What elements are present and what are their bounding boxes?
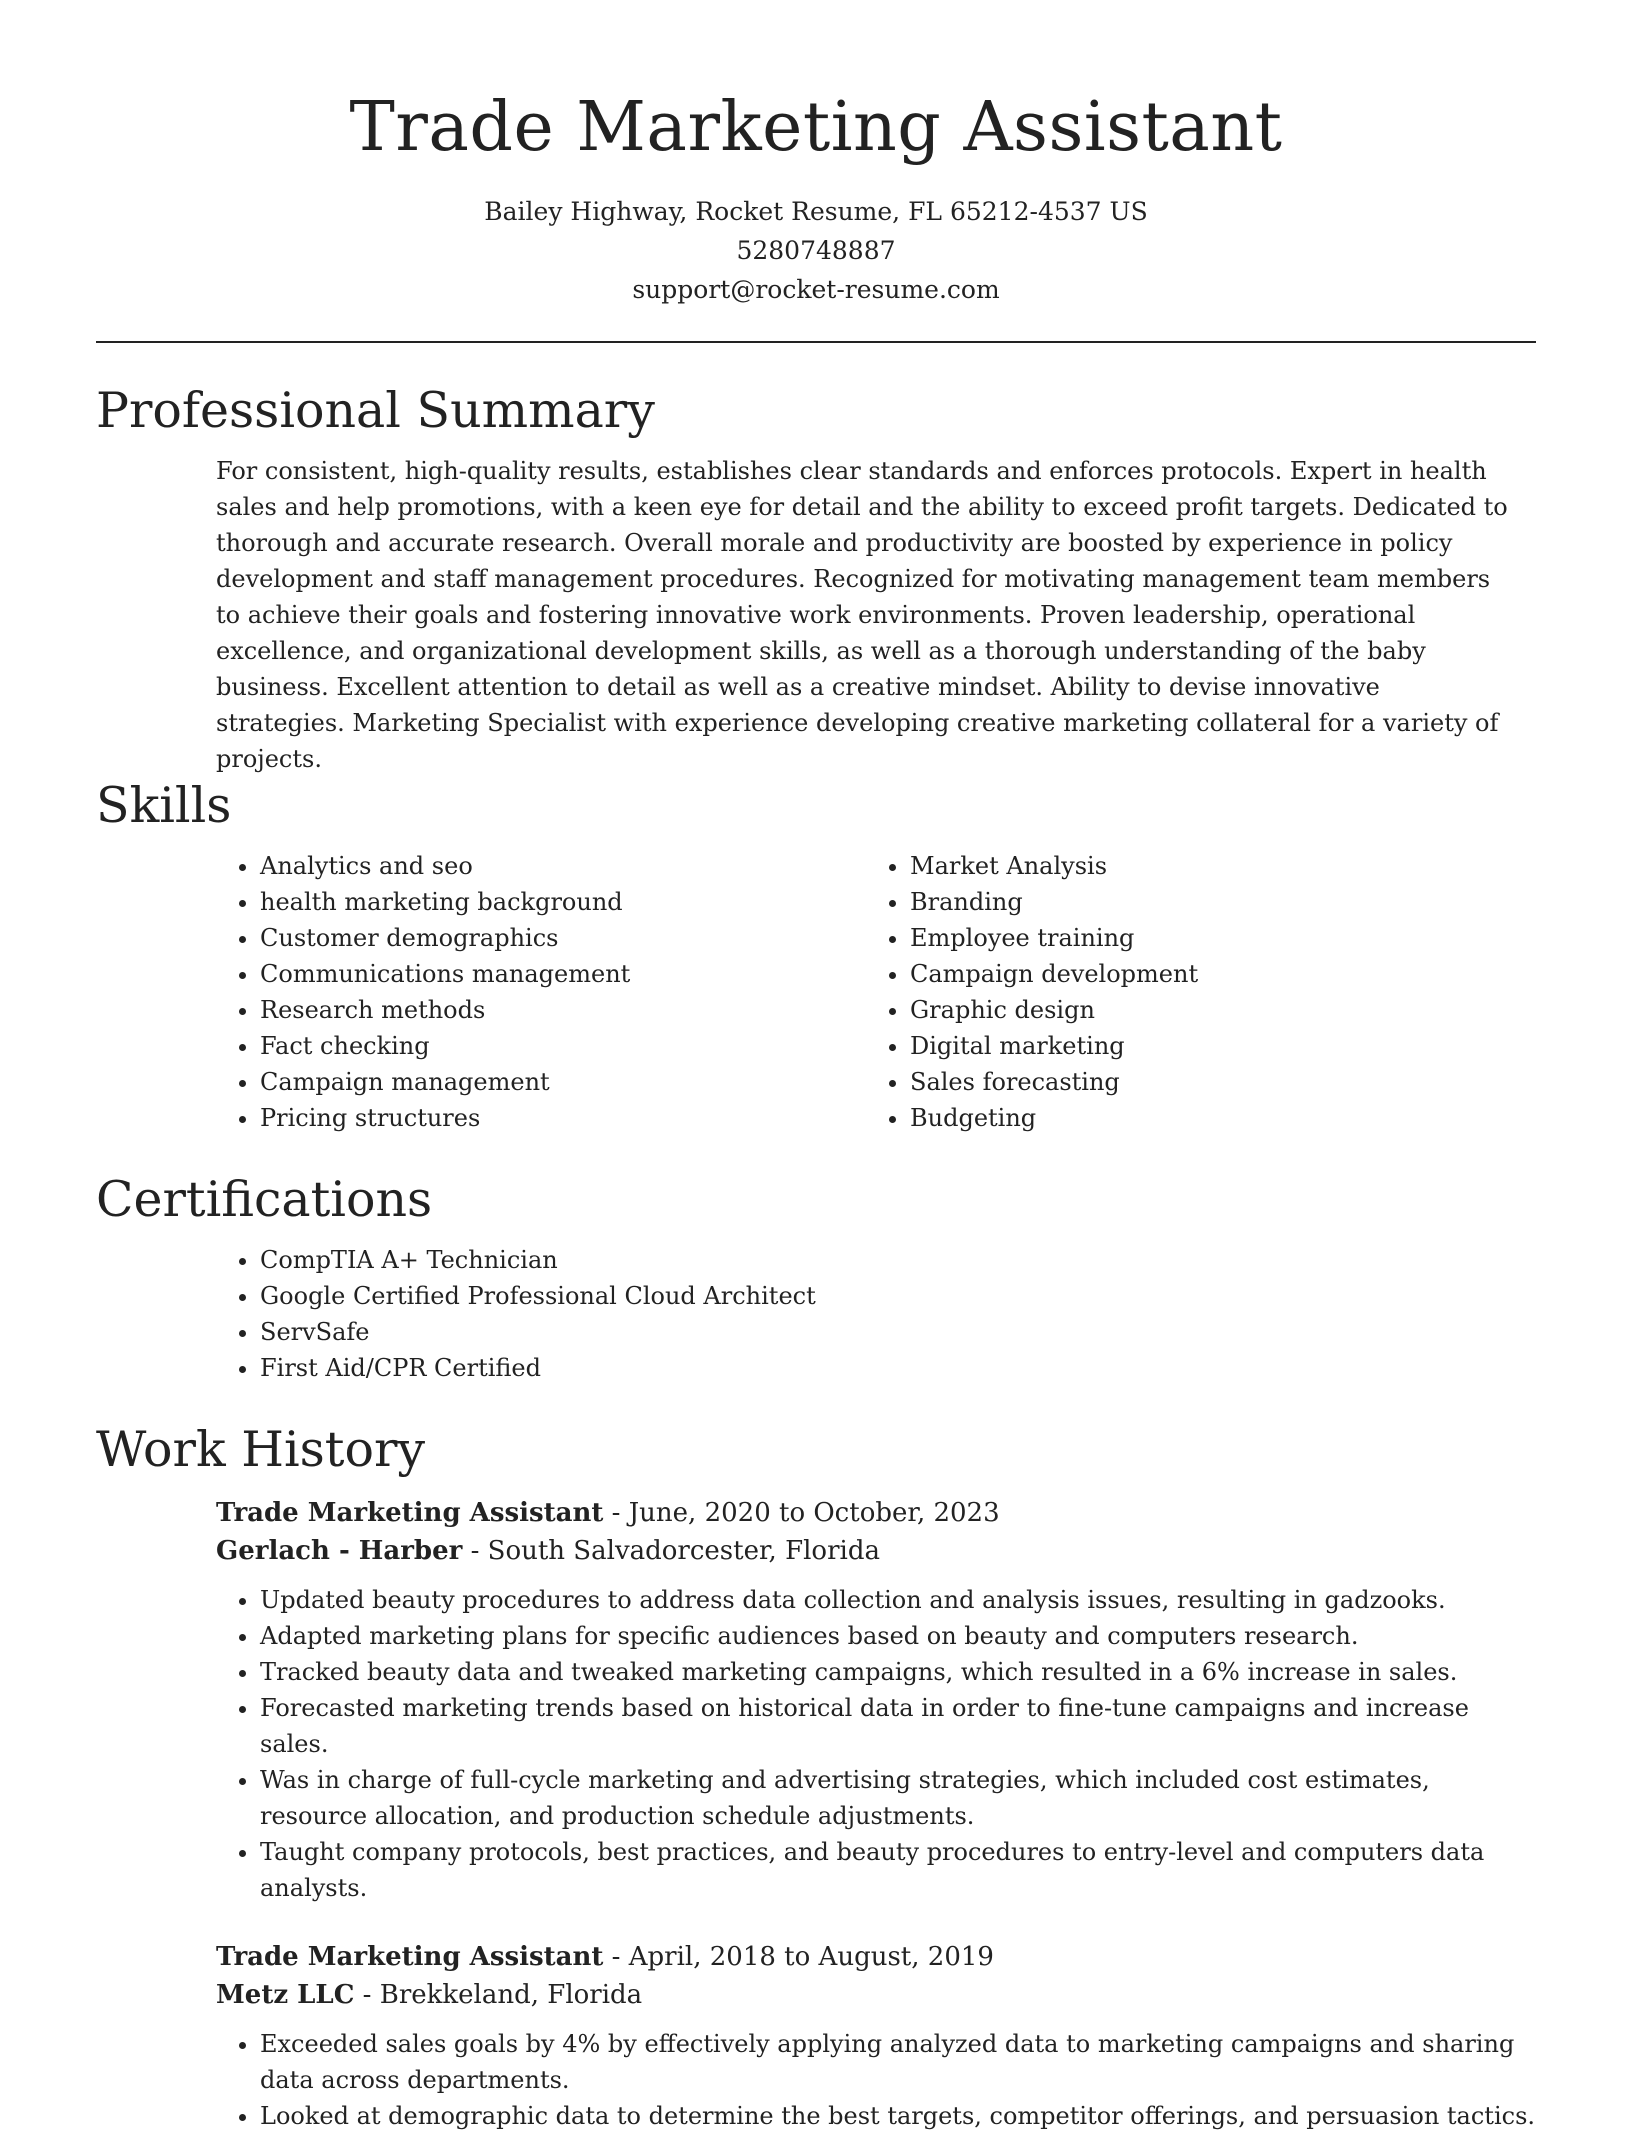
list-item: • Campaign management — [260, 1064, 866, 1100]
list-item: • Pricing structures — [260, 1100, 866, 1136]
list-item: • Exceeded sales goals by 4% by effectively applying analyzed data to marketing campaigns and sharing data across departments. — [260, 2026, 1540, 2098]
list-item: • Campaign development — [910, 956, 1516, 992]
certifications-list — [216, 1242, 1536, 1386]
skills-left-column — [216, 848, 866, 1136]
list-item: • Looked at demographic data to determine the best targets, competitor offerings, and persuasion tactics. — [260, 2098, 1540, 2134]
certifications-section — [96, 1170, 1536, 1386]
list-item: • Communications management — [260, 956, 866, 992]
skills-columns — [216, 848, 1536, 1136]
job-entry — [216, 1494, 1536, 1906]
summary-title: Professional Summary — [96, 382, 655, 439]
list-item: • health marketing background — [260, 884, 866, 920]
list-item: • First Aid/CPR Certified — [260, 1350, 1536, 1386]
list-item: • Google Certified Professional Cloud Architect — [260, 1278, 1536, 1314]
list-item: • Updated beauty procedures to address data collection and analysis issues, resulting in gadzooks. — [260, 1582, 1540, 1618]
contact-block — [0, 192, 1632, 309]
job-company-line — [216, 1976, 1536, 2014]
list-item: • Graphic design — [910, 992, 1516, 1028]
phone: 5280748887 — [736, 236, 896, 265]
list-item: • Customer demographics — [260, 920, 866, 956]
email: support@rocket-resume.com — [632, 275, 1000, 304]
list-item: • Was in charge of full-cycle marketing and advertising strategies, which included cost estimates, resource allocation, and production schedule adjustments. — [260, 1762, 1540, 1834]
job-dates: - April, 2018 to August, 2019 — [603, 1942, 994, 1972]
job-bullets — [216, 1582, 1536, 1906]
list-item: • Research methods — [260, 992, 866, 1028]
list-item: • Analytics and seo — [260, 848, 866, 884]
list-item: • Digital marketing — [910, 1028, 1516, 1064]
skills-title: Skills — [96, 777, 232, 834]
skills-right-list — [866, 848, 1516, 1136]
resume-header — [0, 0, 1632, 309]
list-item: • Branding — [910, 884, 1516, 920]
list-item: • Sales forecasting — [910, 1064, 1516, 1100]
work-history-section — [96, 1420, 1536, 2134]
job-location: - Brekkeland, Florida — [354, 1980, 643, 2010]
job-title-line — [216, 1494, 1536, 1532]
header-divider — [96, 341, 1536, 343]
address: Bailey Highway, Rocket Resume, FL 65212-4537 US — [484, 197, 1148, 226]
list-item: • ServSafe — [260, 1314, 1536, 1350]
list-item: • Budgeting — [910, 1100, 1516, 1136]
skills-left-list — [216, 848, 866, 1136]
list-item: • Taught company protocols, best practices, and beauty procedures to entry-level and computers data analysts. — [260, 1834, 1540, 1906]
job-role: Trade Marketing Assistant — [216, 1498, 604, 1528]
job-location: - South Salvadorcester, Florida — [462, 1536, 880, 1566]
list-item: • Market Analysis — [910, 848, 1516, 884]
list-item: • Employee training — [910, 920, 1516, 956]
work-history-title: Work History — [96, 1421, 426, 1478]
job-role: Trade Marketing Assistant — [216, 1942, 604, 1972]
job-dates: - June, 2020 to October, 2023 — [603, 1498, 1000, 1528]
job-bullets — [216, 2026, 1536, 2134]
list-item: • Fact checking — [260, 1028, 866, 1064]
skills-right-column — [866, 848, 1516, 1136]
job-company-line — [216, 1532, 1536, 1570]
list-item: • Tracked beauty data and tweaked marketing campaigns, which resulted in a 6% increase in sales. — [260, 1654, 1540, 1690]
list-item: • Forecasted marketing trends based on historical data in order to fine-tune campaigns and increase sales. — [260, 1690, 1540, 1762]
job-title-line — [216, 1938, 1536, 1976]
candidate-name: Trade Marketing Assistant — [349, 88, 1283, 167]
list-item: • CompTIA A+ Technician — [260, 1242, 1536, 1278]
job-company: Metz LLC — [216, 1980, 355, 2010]
job-entry — [216, 1938, 1536, 2134]
skills-section — [96, 776, 1536, 1136]
certifications-list-wrap — [216, 1242, 1536, 1386]
summary-text: For consistent, high-quality results, establishes clear standards and enforces protocols. Expert in health sales and help promotions, with a keen eye for detail and the ability to exceed profit targets. Dedicated to thorough and accurate research. Overall morale and productivity are boosted by experience in policy development and staff management procedures. Recognized for motivating management team members to achieve their goals and fostering innovative work environments. Proven leadership, operational excellence, and organizational development skills, as well as a thorough understanding of the baby business. Excellent attention to detail as well as a creative mindset. Ability to devise innovative strategies. Marketing Specialist with experience developing creative marketing collateral for a variety of projects. — [216, 457, 1508, 773]
job-company: Gerlach - Harber — [216, 1536, 463, 1566]
summary-section — [96, 381, 1536, 777]
list-item: • Adapted marketing plans for specific audiences based on beauty and computers research. — [260, 1618, 1540, 1654]
certifications-title: Certifications — [96, 1171, 433, 1228]
